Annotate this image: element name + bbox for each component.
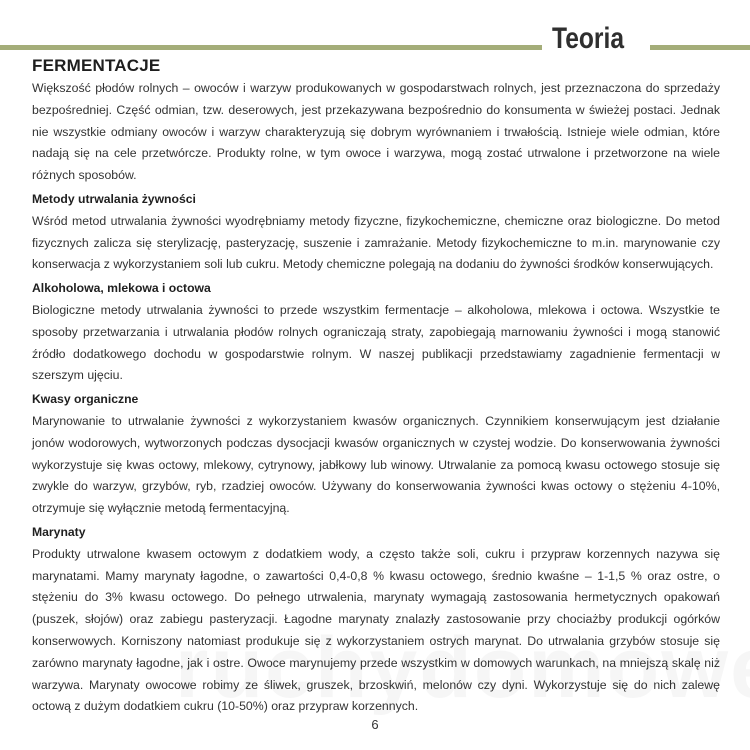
intro-paragraph: Większość płodów rolnych – owoców i warzyw produkowanych w gospodarstwach rolnych, jest przeznaczona do sprzedaży bezpośredniej. Część odmian, tzw. deserowych, jest przekazywana bezpośrednio do konsumenta w świeżej postaci. Jednak nie wszystkie odmiany owoców i warzyw charakteryzują się dobrym wyrównaniem i trwałością. Istnieje wiele odmian, które nadają się na cele przetwórcze. Produkty rolne, w tym owoce i warzywa, mogą zostać utrwalone i przetworzone na wiele różnych sposobów.: [32, 81, 720, 183]
section-paragraph: Biologiczne metody utrwalania żywności to przede wszystkim fermentacje – alkoholowa, mlekowa i octowa. Wszystkie te sposoby przetwarzania i utrwalania płodów rolnych ograniczają straty, zapobiegają marnowaniu żywności i mogą stanowić źródło dodatkowego dochodu w gospodarstwie rolnym. W naszej publikacji przedstawiamy zagadnienie fermentacji w szerszym ujęciu.: [32, 302, 720, 383]
section-paragraph: Produkty utrwalone kwasem octowym z dodatkiem wody, a często także soli, cukru i przypraw korzennych nazywa się marynatami. Mamy marynaty łagodne, o zawartości 0,4-0,8 % kwasu octowego, średnio kwaśne – 1-1,5 % oraz ostre, o stężeniu do 3% kwasu octowego. Do pełnego utrwalenia, marynaty wymagają zastosowania hermetycznych opakowań (puszek, słojów) oraz zabiegu pasteryzacji. Łagodne marynaty znalazły zastosowanie przy chociażby produkcji ogórków konserwowych. Korniszony natomiast produkuje się z wykorzystaniem ostrych marynat. Do utrwalania grzybów stosuje się zarówno marynaty łagodne, jak i ostre. Owoce marynujemy przede wszystkim w domowych warunkach, na mniejszą skalę niż warzywa. Marynaty owocowe robimy ze śliwek, gruszek, brzoskwiń, melonów czy dyni. Wykorzystuje się do nich zalewę octową z dużym dodatkiem cukru (10-50%) oraz przypraw korzennych.: [32, 546, 720, 714]
section-heading: Alkoholowa, mlekowa i octowa: [32, 281, 211, 296]
header-rule-right: [650, 45, 750, 50]
page-title: FERMENTACJE: [32, 56, 161, 75]
section-paragraph: Marynowanie to utrwalanie żywności z wykorzystaniem kwasów organicznych. Czynnikiem konserwującym jest działanie jonów wodorowych, wytworzonych podczas dysocjacji kwasów organicznych w czystej wodzie. Do konserwowania żywności wykorzystuje się kwas octowy, mlekowy, cytrynowy, jabłkowy lub winowy. Utrwalanie za pomocą kwasu octowego stosuje się zwykle do warzyw, grzybów, ryb, rzadziej owoców. Używany do konserwowania żywności kwas octowy o stężeniu 4-10%, otrzymuje się wyłącznie metodą fermentacyjną.: [32, 413, 720, 516]
section-paragraph: Wśród metod utrwalania żywności wyodrębniamy metody fizyczne, fizykochemiczne, chemiczne oraz biologiczne. Do metod fizycznych zalicza się sterylizację, pasteryzację, suszenie i zamrażanie. Metody fizykochemiczne to m.in. marynowanie czy konserwacja z wykorzystaniem soli lub cukru. Metody chemiczne polegają na dodaniu do żywności środków konserwujących.: [32, 213, 720, 272]
article-body: [32, 78, 720, 718]
section-heading: Marynaty: [32, 524, 86, 539]
section-heading: Metody utrwalania żywności: [32, 191, 196, 206]
header-rule-left: [0, 45, 542, 50]
section-label: Teoria: [552, 22, 625, 55]
section-heading: Kwasy organiczne: [32, 392, 139, 407]
page-number: 6: [371, 717, 379, 732]
